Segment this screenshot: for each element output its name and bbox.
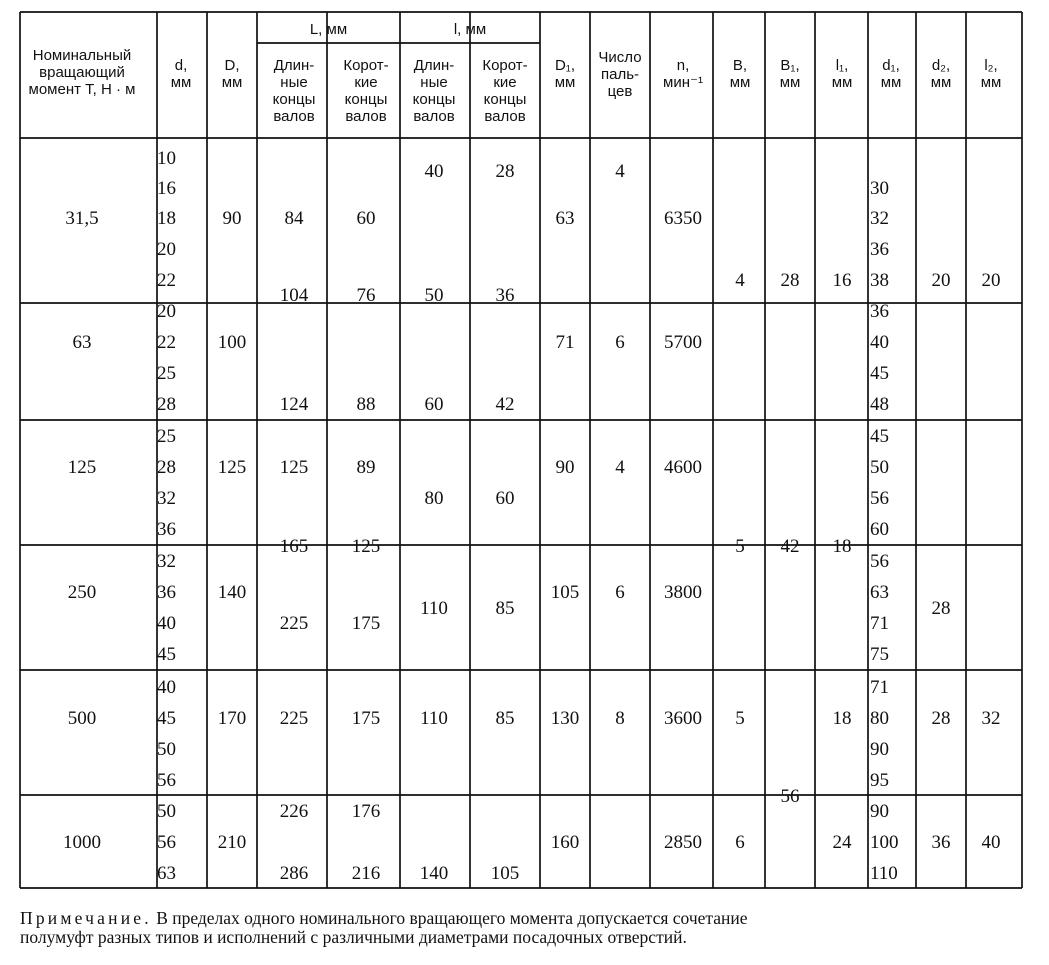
cell-n: 4600: [664, 457, 702, 478]
header-n: мин⁻¹: [663, 74, 703, 91]
cell-d: 40: [157, 677, 176, 698]
cell-L_long: 165: [279, 536, 309, 557]
cell-l_long: 140: [419, 863, 449, 884]
cell-D: 210: [217, 832, 247, 853]
cell-l_long: 110: [420, 708, 448, 729]
header-l_short: кие: [493, 74, 517, 91]
cell-d1: 38: [870, 270, 889, 291]
cell-l_short: 105: [490, 863, 520, 884]
cell-L_short: 175: [351, 613, 381, 634]
cell-B: 4: [735, 270, 745, 291]
cell-l_short: 85: [495, 598, 515, 619]
cell-l_short: 28: [495, 161, 515, 182]
cell-d: 36: [157, 582, 176, 603]
cell-B: 5: [735, 708, 745, 729]
cell-l2: 32: [981, 708, 1001, 729]
header-d: мм: [170, 74, 192, 91]
cell-d: 16: [157, 178, 176, 199]
header-l_long: Длин-: [413, 57, 455, 74]
header-fingers: паль-: [600, 66, 640, 83]
cell-d1: 45: [870, 426, 889, 447]
cell-d1: 63: [870, 582, 889, 603]
cell-l1: 18: [832, 708, 852, 729]
header-l2: мм: [980, 74, 1002, 91]
cell-B1: 56: [780, 786, 800, 807]
cell-L_long: 226: [279, 801, 309, 822]
cell-d1: 45: [870, 363, 889, 384]
cell-d1: 48: [870, 394, 889, 415]
cell-L_short: 216: [351, 863, 381, 884]
header-d1: мм: [880, 74, 902, 91]
note-line-2: полумуфт разных типов и исполнений с различными диаметрами посадочных отверстий.: [20, 927, 687, 947]
cell-d: 40: [157, 613, 176, 634]
cell-D: 90: [222, 208, 242, 229]
cell-L_short: 175: [351, 708, 381, 729]
cell-n: 3600: [664, 708, 702, 729]
note-line-1: В пределах одного номинального вращающего момента допускается сочетание: [156, 908, 748, 928]
cell-fingers: 4: [615, 457, 625, 478]
cell-n: 2850: [664, 832, 702, 853]
header-B1: B₁,: [780, 57, 800, 74]
cell-torque: 1000: [63, 832, 101, 853]
cell-fingers: 4: [615, 161, 625, 182]
cell-d: 20: [157, 301, 176, 322]
cell-fingers: 6: [615, 582, 625, 603]
cell-D: 140: [217, 582, 247, 603]
note-lead: Примечание.: [20, 908, 152, 928]
cell-torque: 31,5: [65, 208, 99, 229]
header-fingers: Число: [598, 49, 642, 66]
header-torque: вращающий: [39, 64, 125, 81]
cell-n: 3800: [664, 582, 702, 603]
table-header: [29, 21, 1002, 125]
cell-B1: 42: [780, 536, 800, 557]
header-L_long: валов: [273, 108, 315, 125]
cell-l_short: 42: [495, 394, 515, 415]
cell-d1: 90: [870, 739, 889, 760]
cell-B: 5: [735, 536, 745, 557]
cell-d: 20: [157, 239, 176, 260]
header-D: мм: [221, 74, 243, 91]
cell-L_short: 76: [356, 285, 376, 306]
cell-L_short: 60: [356, 208, 376, 229]
header-L_long: ные: [280, 74, 308, 91]
cell-D1: 90: [555, 457, 575, 478]
header-d2: d₂,: [931, 57, 951, 74]
cell-d1: 75: [870, 644, 889, 665]
header-l_short: концы: [483, 91, 527, 108]
cell-d1: 71: [870, 677, 889, 698]
table-body: [63, 148, 1001, 884]
header-B: B,: [732, 57, 748, 74]
cell-fingers: 6: [615, 332, 625, 353]
cell-l_long: 110: [420, 598, 448, 619]
cell-d1: 50: [870, 457, 889, 478]
header-d1: d₁,: [882, 57, 900, 74]
cell-d: 25: [157, 363, 176, 384]
header-D1: D₁,: [554, 57, 576, 74]
header-d2: мм: [930, 74, 952, 91]
cell-L_long: 84: [284, 208, 304, 229]
cell-L_short: 89: [356, 457, 376, 478]
cell-L_short: 125: [351, 536, 381, 557]
cell-d1: 36: [870, 239, 889, 260]
cell-D1: 71: [555, 332, 575, 353]
cell-d1: 40: [870, 332, 889, 353]
cell-B1: 28: [780, 270, 800, 291]
cell-d: 63: [157, 863, 176, 884]
cell-L_long: 225: [279, 708, 309, 729]
cell-B: 6: [735, 832, 745, 853]
cell-fingers: 8: [615, 708, 625, 729]
cell-l_long: 60: [424, 394, 444, 415]
header-D1: мм: [554, 74, 576, 91]
cell-d2: 28: [931, 708, 951, 729]
cell-d1: 60: [870, 519, 889, 540]
cell-D1: 63: [555, 208, 575, 229]
cell-d: 22: [157, 332, 176, 353]
cell-d: 18: [157, 208, 176, 229]
cell-torque: 500: [67, 708, 97, 729]
cell-d: 10: [157, 148, 176, 169]
cell-d1: 100: [870, 832, 899, 853]
cell-D: 125: [217, 457, 247, 478]
cell-L_long: 125: [279, 457, 309, 478]
cell-l_long: 50: [424, 285, 444, 306]
header-l_short: Корот-: [482, 57, 528, 74]
header-L_short: кие: [354, 74, 378, 91]
header-l_short: валов: [484, 108, 526, 125]
cell-d2: 28: [931, 598, 951, 619]
cell-L_long: 124: [279, 394, 309, 415]
cell-l_long: 40: [424, 161, 444, 182]
cell-d2: 36: [931, 832, 951, 853]
cell-d: 45: [157, 644, 176, 665]
cell-l1: 24: [832, 832, 852, 853]
cell-torque: 63: [72, 332, 92, 353]
cell-d: 28: [157, 394, 176, 415]
cell-l1: 16: [832, 270, 852, 291]
header-L_short: концы: [344, 91, 388, 108]
header-L_long: Длин-: [273, 57, 315, 74]
cell-d: 36: [157, 519, 176, 540]
cell-d1: 30: [870, 178, 889, 199]
cell-D1: 160: [550, 832, 580, 853]
cell-d: 50: [157, 739, 176, 760]
header-l1: мм: [831, 74, 853, 91]
header-L_short: валов: [345, 108, 387, 125]
cell-d: 56: [157, 832, 176, 853]
header-l_long: ные: [420, 74, 448, 91]
cell-d: 22: [157, 270, 176, 291]
header-l2: l₂,: [984, 57, 998, 74]
cell-n: 5700: [664, 332, 702, 353]
header-L_long: концы: [272, 91, 316, 108]
cell-D1: 130: [550, 708, 580, 729]
cell-d1: 56: [870, 551, 889, 572]
cell-d: 32: [157, 488, 176, 509]
cell-l_long: 80: [424, 488, 444, 509]
header-B1: мм: [779, 74, 801, 91]
cell-d1: 80: [870, 708, 889, 729]
header-n: n,: [676, 57, 690, 74]
cell-l2: 40: [981, 832, 1001, 853]
header-torque: момент T, Н · м: [28, 81, 136, 98]
cell-D: 100: [217, 332, 247, 353]
cell-d2: 20: [931, 270, 951, 291]
cell-d1: 36: [870, 301, 889, 322]
cell-l2: 20: [981, 270, 1001, 291]
cell-l1: 18: [832, 536, 852, 557]
header-l_long: концы: [412, 91, 456, 108]
cell-d: 50: [157, 801, 176, 822]
cell-L_short: 88: [356, 394, 376, 415]
header-l_long: валов: [413, 108, 455, 125]
cell-L_long: 286: [279, 863, 309, 884]
cell-d: 25: [157, 426, 176, 447]
cell-torque: 125: [67, 457, 97, 478]
cell-L_long: 225: [279, 613, 309, 634]
header-fingers: цев: [607, 83, 633, 100]
cell-d: 56: [157, 770, 176, 791]
cell-d: 28: [157, 457, 176, 478]
cell-L_short: 176: [351, 801, 381, 822]
header-D: D,: [224, 57, 240, 74]
header-B: мм: [729, 74, 751, 91]
header-d: d,: [174, 57, 188, 74]
cell-l_short: 85: [495, 708, 515, 729]
cell-D: 170: [217, 708, 247, 729]
header-l-group: l, мм: [453, 21, 487, 38]
cell-D1: 105: [550, 582, 580, 603]
cell-d1: 32: [870, 208, 889, 229]
cell-n: 6350: [664, 208, 702, 229]
cell-l_short: 60: [495, 488, 515, 509]
cell-d1: 71: [870, 613, 889, 634]
cell-L_long: 104: [279, 285, 309, 306]
cell-d1: 90: [870, 801, 889, 822]
header-L-group: L, мм: [309, 21, 348, 38]
cell-l_short: 36: [495, 285, 515, 306]
cell-d: 45: [157, 708, 176, 729]
cell-d1: 95: [870, 770, 889, 791]
cell-torque: 250: [67, 582, 97, 603]
header-L_short: Корот-: [343, 57, 389, 74]
cell-d: 32: [157, 551, 176, 572]
cell-d1: 56: [870, 488, 889, 509]
header-torque: Номинальный: [32, 47, 132, 64]
header-l1: l₁,: [835, 57, 849, 74]
cell-d1: 110: [870, 863, 898, 884]
table-note: [20, 909, 1030, 947]
